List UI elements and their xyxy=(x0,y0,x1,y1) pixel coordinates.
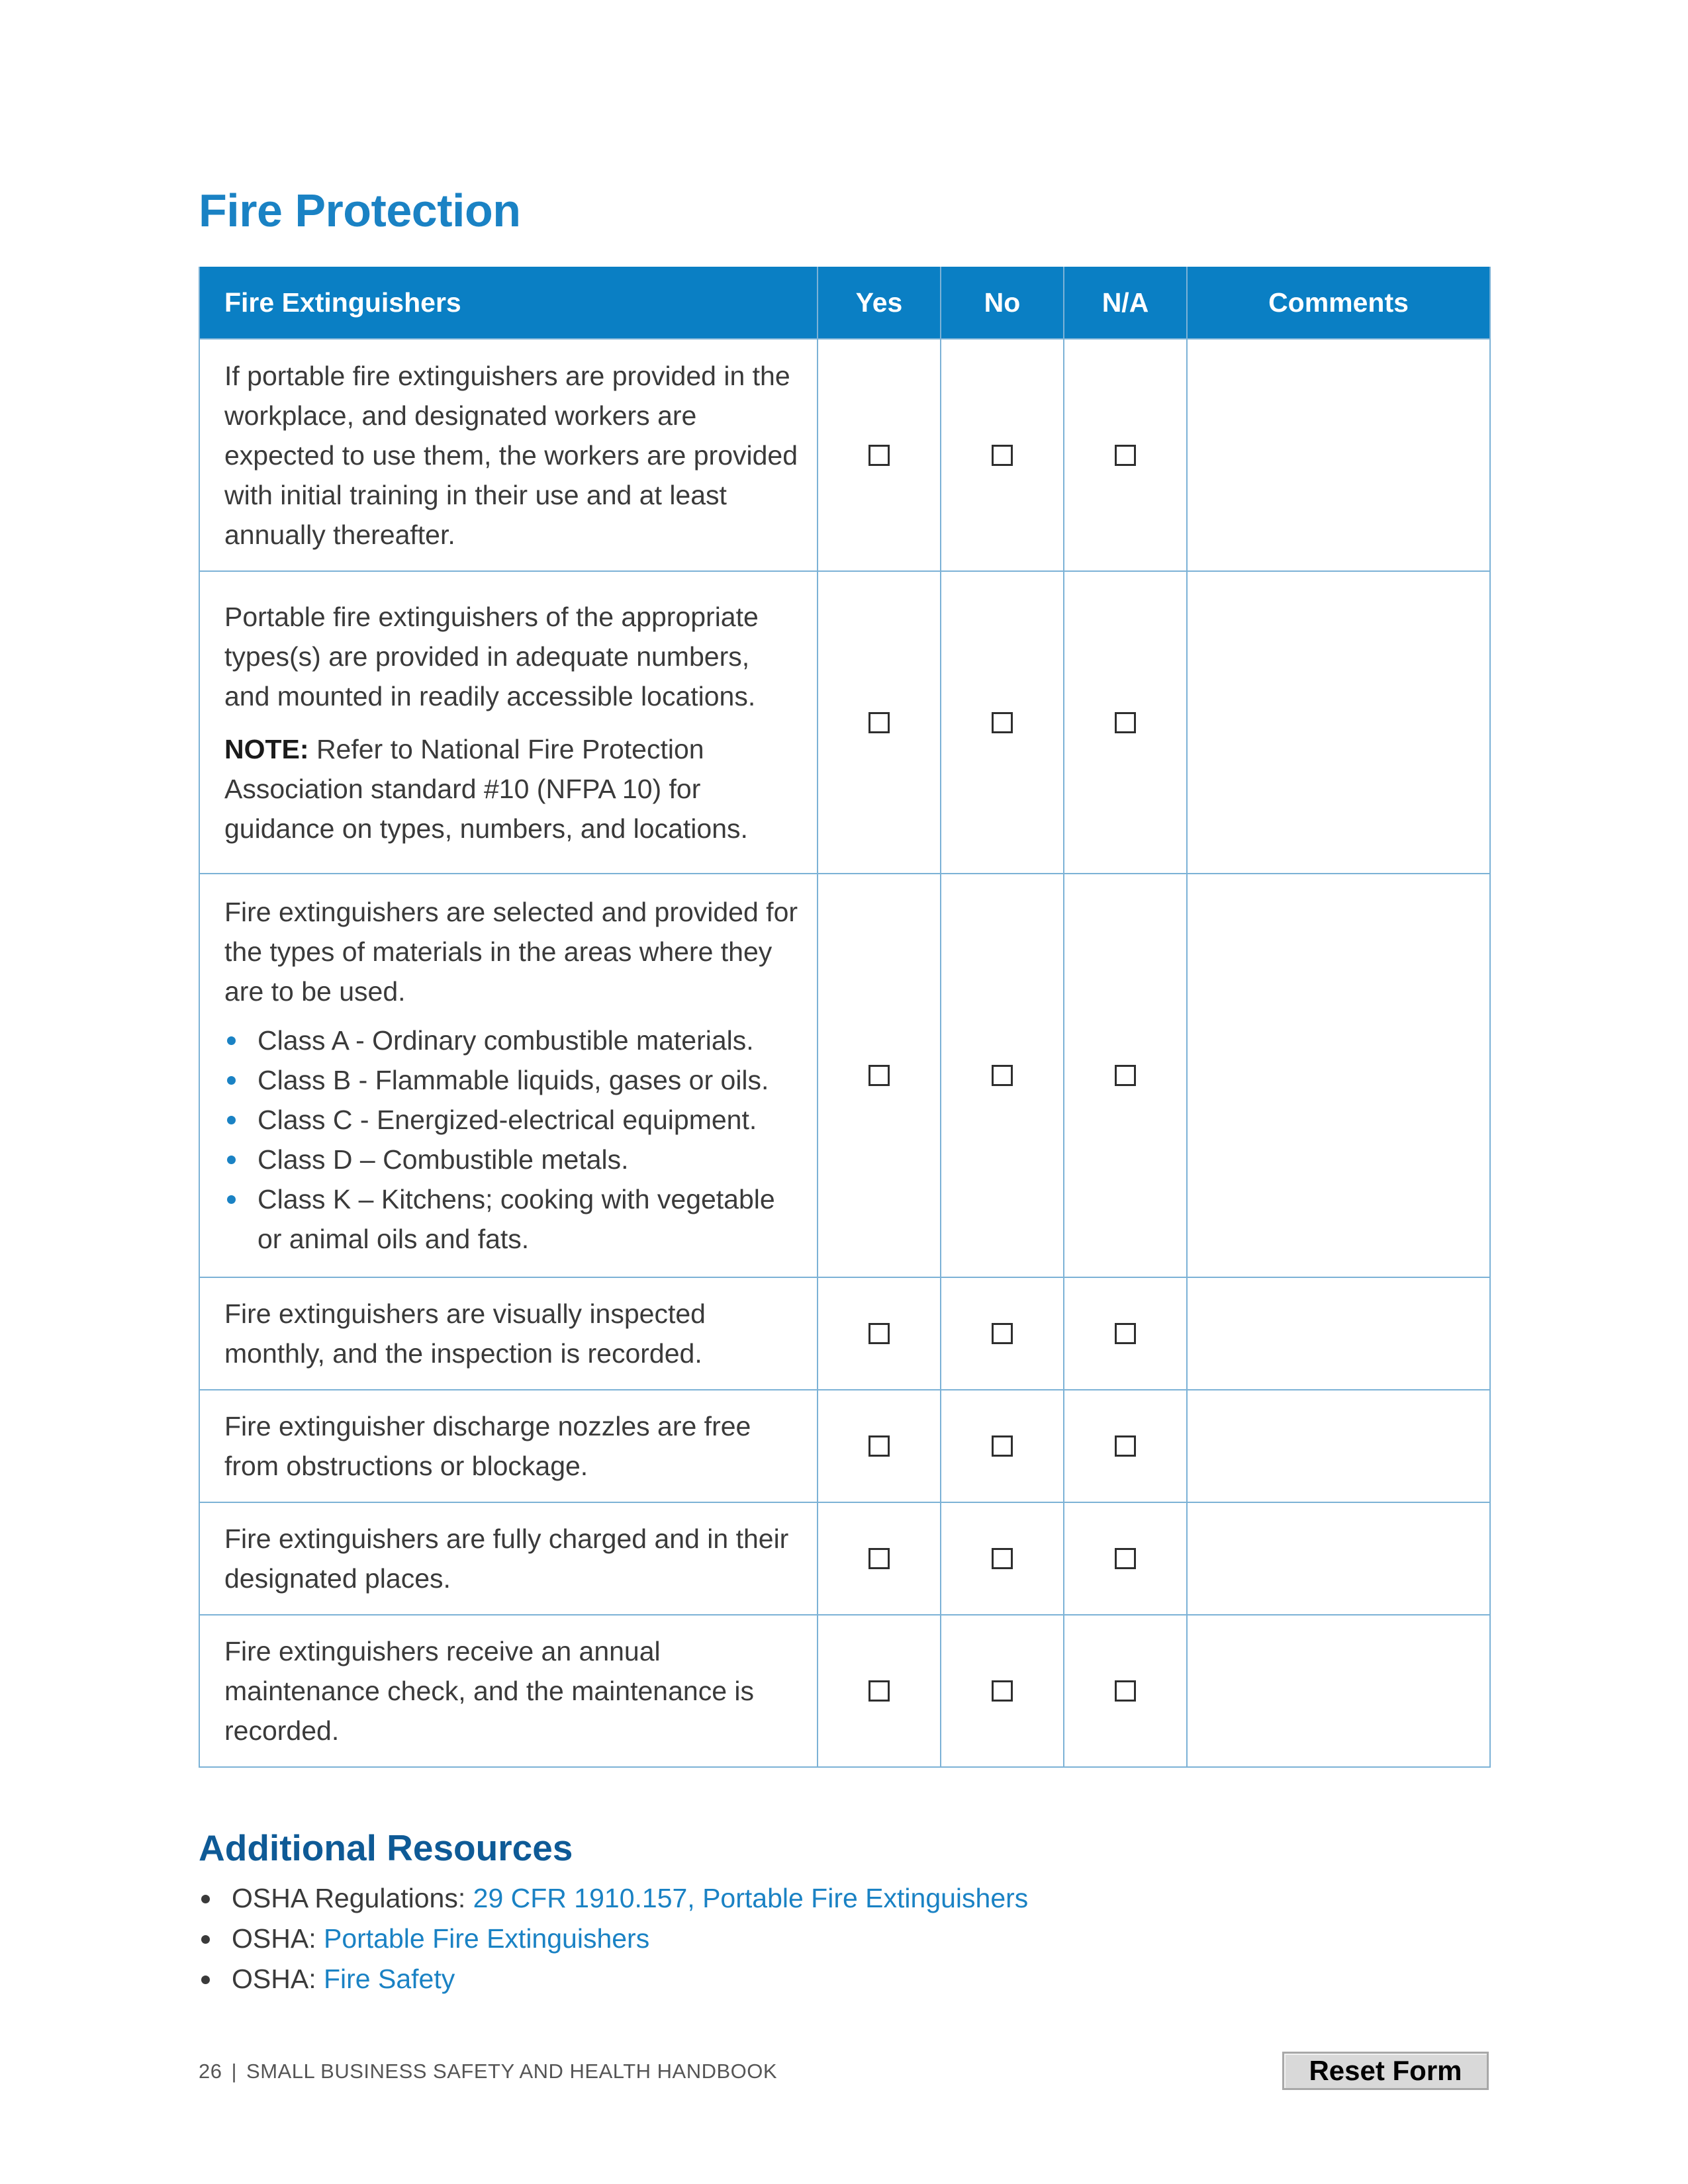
checklist-item xyxy=(199,1615,818,1767)
no-cell xyxy=(941,1615,1064,1767)
yes-checkbox[interactable] xyxy=(868,712,890,733)
resource-link-portable-extinguishers[interactable]: Portable Fire Extinguishers xyxy=(323,1923,650,1954)
column-header-yes: Yes xyxy=(818,267,941,339)
no-checkbox[interactable] xyxy=(992,1435,1013,1457)
na-cell xyxy=(1064,571,1187,874)
na-cell xyxy=(1064,1615,1187,1767)
table-row xyxy=(199,571,1490,874)
no-checkbox[interactable] xyxy=(992,1065,1013,1086)
handbook-title: SMALL BUSINESS SAFETY AND HEALTH HANDBOOK xyxy=(246,2060,778,2083)
item-text: Fire extinguisher discharge nozzles are free from obstructions or blockage. xyxy=(224,1411,751,1481)
no-checkbox[interactable] xyxy=(992,1323,1013,1344)
comments-field[interactable] xyxy=(1187,1390,1490,1502)
resource-link-fire-safety[interactable]: Fire Safety xyxy=(323,1964,455,1994)
yes-cell xyxy=(818,571,941,874)
page-number: 26 xyxy=(199,2060,222,2083)
item-text: Fire extinguishers receive an annual maintenance check, and the maintenance is recorded. xyxy=(224,1636,755,1746)
page-title: Fire Protection xyxy=(199,185,521,236)
list-item: Class A - Ordinary combustible materials. xyxy=(224,1021,798,1060)
additional-resources-heading: Additional Resources xyxy=(199,1827,573,1868)
na-checkbox[interactable] xyxy=(1115,1548,1136,1569)
checklist-item xyxy=(199,1502,818,1615)
column-header-na: N/A xyxy=(1064,267,1187,339)
na-cell xyxy=(1064,1390,1187,1502)
yes-cell xyxy=(818,1502,941,1615)
no-cell xyxy=(941,874,1064,1277)
checklist-item xyxy=(199,1390,818,1502)
list-item: Class B - Flammable liquids, gases or oils. xyxy=(224,1060,798,1100)
table-row xyxy=(199,339,1490,571)
column-header-item: Fire Extinguishers xyxy=(199,267,818,339)
na-checkbox[interactable] xyxy=(1115,445,1136,466)
footer-separator: | xyxy=(231,2060,238,2083)
resource-prefix: OSHA Regulations: xyxy=(232,1883,473,1913)
list-item xyxy=(199,1878,1028,1919)
no-cell xyxy=(941,1277,1064,1390)
no-cell xyxy=(941,339,1064,571)
no-checkbox[interactable] xyxy=(992,445,1013,466)
yes-cell xyxy=(818,1615,941,1767)
page-footer xyxy=(199,2060,777,2083)
resources-list xyxy=(199,1878,1028,1999)
no-checkbox[interactable] xyxy=(992,1680,1013,1702)
list-item: Class D – Combustible metals. xyxy=(224,1140,798,1179)
checklist-item xyxy=(199,874,818,1277)
checklist-item xyxy=(199,571,818,874)
checklist-item xyxy=(199,339,818,571)
resource-prefix: OSHA: xyxy=(232,1964,324,1994)
comments-field[interactable] xyxy=(1187,1502,1490,1615)
item-text: If portable fire extinguishers are provided in the workplace, and designated workers are expected to use them, the workers are provided with initial training in their use and at least annually thereafter. xyxy=(224,360,798,550)
yes-cell xyxy=(818,1277,941,1390)
item-text: Fire extinguishers are selected and provided for the types of materials in the areas where they are to be used. xyxy=(224,897,798,1007)
table-row xyxy=(199,1277,1490,1390)
yes-cell xyxy=(818,874,941,1277)
list-item xyxy=(199,1959,1028,1999)
resource-link-cfr[interactable]: 29 CFR 1910.157, Portable Fire Extinguishers xyxy=(473,1883,1029,1913)
checklist-item xyxy=(199,1277,818,1390)
yes-checkbox[interactable] xyxy=(868,1548,890,1569)
no-cell xyxy=(941,1502,1064,1615)
note-label: NOTE: xyxy=(224,733,309,764)
yes-cell xyxy=(818,339,941,571)
column-header-comments: Comments xyxy=(1187,267,1490,339)
no-checkbox[interactable] xyxy=(992,1548,1013,1569)
table-row xyxy=(199,1615,1490,1767)
item-text: Fire extinguishers are fully charged and in their designated places. xyxy=(224,1524,789,1594)
note-text: Refer to National Fire Protection Association standard #10 (NFPA 10) for guidance on types, numbers, and locations. xyxy=(224,733,748,844)
na-checkbox[interactable] xyxy=(1115,1435,1136,1457)
comments-field[interactable] xyxy=(1187,339,1490,571)
na-cell xyxy=(1064,339,1187,571)
no-checkbox[interactable] xyxy=(992,712,1013,733)
na-checkbox[interactable] xyxy=(1115,1323,1136,1344)
list-item: Class C - Energized-electrical equipment. xyxy=(224,1100,798,1140)
item-note xyxy=(224,729,798,848)
na-checkbox[interactable] xyxy=(1115,1680,1136,1702)
table-row xyxy=(199,1390,1490,1502)
comments-field[interactable] xyxy=(1187,1277,1490,1390)
list-item: Class K – Kitchens; cooking with vegetable or animal oils and fats. xyxy=(224,1179,798,1259)
yes-checkbox[interactable] xyxy=(868,1435,890,1457)
comments-field[interactable] xyxy=(1187,571,1490,874)
comments-field[interactable] xyxy=(1187,874,1490,1277)
fire-extinguisher-checklist xyxy=(199,267,1491,1768)
item-text: Fire extinguishers are visually inspected monthly, and the inspection is recorded. xyxy=(224,1298,706,1369)
column-header-no: No xyxy=(941,267,1064,339)
na-checkbox[interactable] xyxy=(1115,712,1136,733)
resource-prefix: OSHA: xyxy=(232,1923,324,1954)
yes-checkbox[interactable] xyxy=(868,1323,890,1344)
extinguisher-class-list xyxy=(224,1021,798,1259)
comments-field[interactable] xyxy=(1187,1615,1490,1767)
reset-form-button[interactable]: Reset Form xyxy=(1282,2052,1489,2090)
yes-checkbox[interactable] xyxy=(868,445,890,466)
table-row xyxy=(199,1502,1490,1615)
yes-cell xyxy=(818,1390,941,1502)
na-cell xyxy=(1064,874,1187,1277)
no-cell xyxy=(941,571,1064,874)
table-header-row xyxy=(199,267,1490,339)
na-cell xyxy=(1064,1502,1187,1615)
table-row xyxy=(199,874,1490,1277)
list-item xyxy=(199,1919,1028,1959)
no-cell xyxy=(941,1390,1064,1502)
yes-checkbox[interactable] xyxy=(868,1065,890,1086)
na-cell xyxy=(1064,1277,1187,1390)
yes-checkbox[interactable] xyxy=(868,1680,890,1702)
na-checkbox[interactable] xyxy=(1115,1065,1136,1086)
item-text: Portable fire extinguishers of the appropriate types(s) are provided in adequate numbers, and mounted in readily accessible locations. xyxy=(224,601,759,711)
